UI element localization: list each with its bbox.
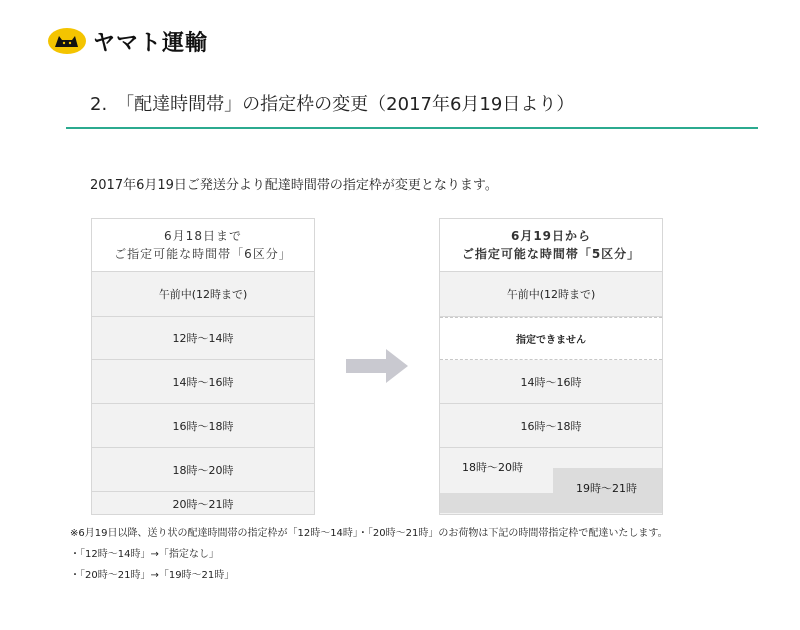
brand-logo: [47, 24, 247, 58]
after-slot-unavailable: 指定できません: [440, 317, 662, 360]
before-slot: 14時～16時: [92, 360, 314, 404]
before-slot: 午前中(12時まで): [92, 272, 314, 317]
after-slot: 18時～20時: [462, 461, 523, 474]
after-slot: 午前中(12時まで): [440, 272, 662, 317]
brand-name: ヤマト運輸: [93, 30, 209, 56]
before-slot: 18時～20時: [92, 448, 314, 492]
before-slot: 16時～18時: [92, 404, 314, 448]
before-title-line2: ご指定可能な時間帯「6区分」: [114, 247, 292, 261]
before-slot: 12時～14時: [92, 317, 314, 360]
arrow-right-icon: [346, 349, 408, 383]
intro-text: 2017年6月19日ご発送分より配達時間帯の指定枠が変更となります。: [90, 178, 498, 193]
after-slot: 16時～18時: [440, 404, 662, 448]
footnote: ※6月19日以降、送り状の配達時間帯の指定枠が「12時～14時」・「20時～21時」のお荷物は下記の時間帯指定枠で配達いたします。: [70, 528, 668, 539]
after-slot: 14時～16時: [440, 360, 662, 404]
cat-logo-icon: [47, 27, 87, 55]
footnote-item: ・「20時～21時」→「19時～21時」: [70, 570, 235, 581]
before-slot: 20時～21時: [172, 497, 234, 511]
footnote-item: ・「12時～14時」→「指定なし」: [70, 549, 219, 560]
after-slot: 19時～21時: [576, 482, 637, 495]
before-table: [91, 218, 315, 515]
after-evening-slots: [440, 448, 662, 513]
after-table: [439, 218, 663, 515]
after-title-line2: ご指定可能な時間帯「5区分」: [461, 247, 641, 261]
heading-divider: [66, 127, 758, 129]
before-table-header: [92, 219, 314, 272]
before-title-line1: 6月18日まで: [164, 229, 242, 243]
after-table-header: [440, 219, 662, 272]
section-heading: 2. 「配達時間帯」の指定枠の変更（2017年6月19日より）: [90, 94, 575, 115]
after-title-line1: 6月19日から: [510, 229, 592, 243]
